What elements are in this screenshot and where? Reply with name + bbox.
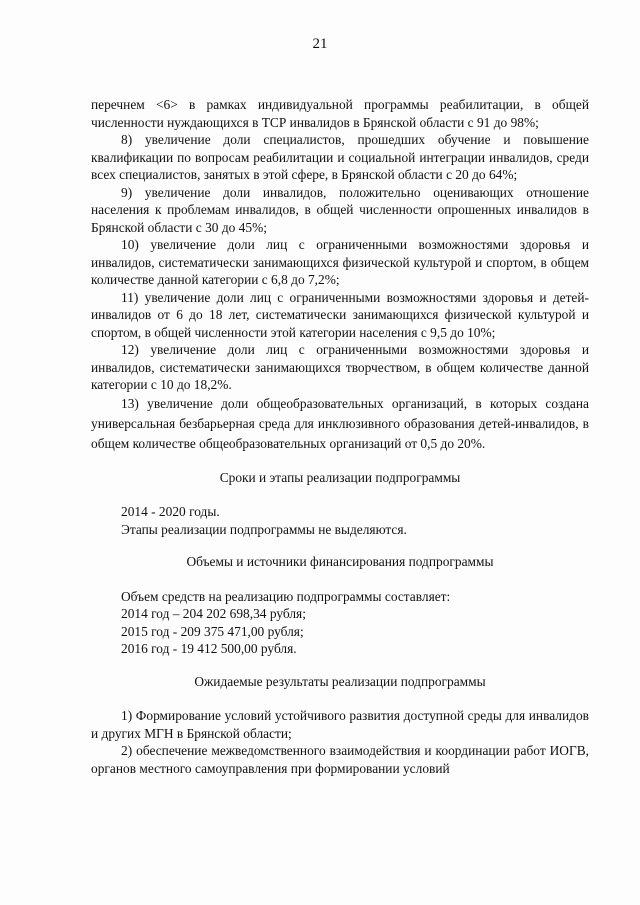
funding-intro: Объем средств на реализацию подпрограммы составляет:: [121, 588, 451, 604]
paragraph-continuation: перечнем <6> в рамках индивидуальной программы реабилитации, в общей численности нуждающихся в ТСР инвалидов в Брянской области с 91 до 98%;: [91, 97, 589, 130]
paragraph-item-10: 10) увеличение доли лиц с ограниченными возможностями здоровья и инвалидов, систематически занимающихся физической культурой и спортом, в общем количестве данной категории с 6,8 до 7,2%;: [91, 237, 589, 287]
section-heading-funding: Объемы и источники финансирования подпрограммы: [186, 554, 494, 569]
paragraph-item-9: 9) увеличение доли инвалидов, положительно оценивающих отношение населения к проблемам инвалидов, в общей численности опрошенных инвалидов в Брянской области с 30 до 45%;: [91, 184, 589, 235]
paragraph-item-12: 12) увеличение доли лиц с ограниченными возможностями здоровья и инвалидов, систематически занимающихся творчеством, в общем количестве данной категории с 10 до 18,2%.: [91, 342, 589, 392]
page-number: 21: [312, 36, 328, 52]
result-item-2: 2) обеспечение межведомственного взаимодействия и координации работ ИОГВ, органов местного самоуправления при формировании условий: [91, 743, 589, 776]
funding-2014: 2014 год – 204 202 698,34 рубля;: [121, 606, 306, 621]
funding-2015: 2015 год - 209 375 471,00 рубля;: [121, 623, 304, 639]
paragraph-item-8: 8) увеличение доли специалистов, прошедших обучение и повышение квалификации по вопросам реабилитации и социальной интеграции инвалидов, среди всех специалистов, занятых в этой сфере, в Брянской области с 20 до 64%;: [91, 132, 589, 182]
timeline-stages: Этапы реализации подпрограммы не выделяются.: [121, 521, 407, 537]
section-heading-timeline: Сроки и этапы реализации подпрограммы: [219, 469, 461, 485]
funding-2016: 2016 год - 19 412 500,00 рубля.: [121, 641, 297, 656]
section-heading-results: Ожидаемые результаты реализации подпрограммы: [194, 673, 486, 689]
paragraph-item-13: 13) увеличение доли общеобразовательных организаций, в которых создана универсальная безбарьерная среда для инклюзивного образования детей-инвалидов, в общем количестве общеобразовательных организаций от 0,5 до 20%.: [91, 395, 589, 451]
timeline-years: 2014 - 2020 годы.: [121, 504, 220, 519]
document-body: [91, 96, 589, 777]
paragraph-item-11: 11) увеличение доли лиц с ограниченными возможностями здоровья и детей-инвалидов от 6 до 18 лет, систематически занимающихся физической культурой и спортом, в общей численности этой категории населения с 9,5 до 10%;: [91, 289, 589, 340]
result-item-1: 1) Формирование условий устойчивого развития доступной среды для инвалидов и других МГН в Брянской области;: [91, 708, 589, 741]
